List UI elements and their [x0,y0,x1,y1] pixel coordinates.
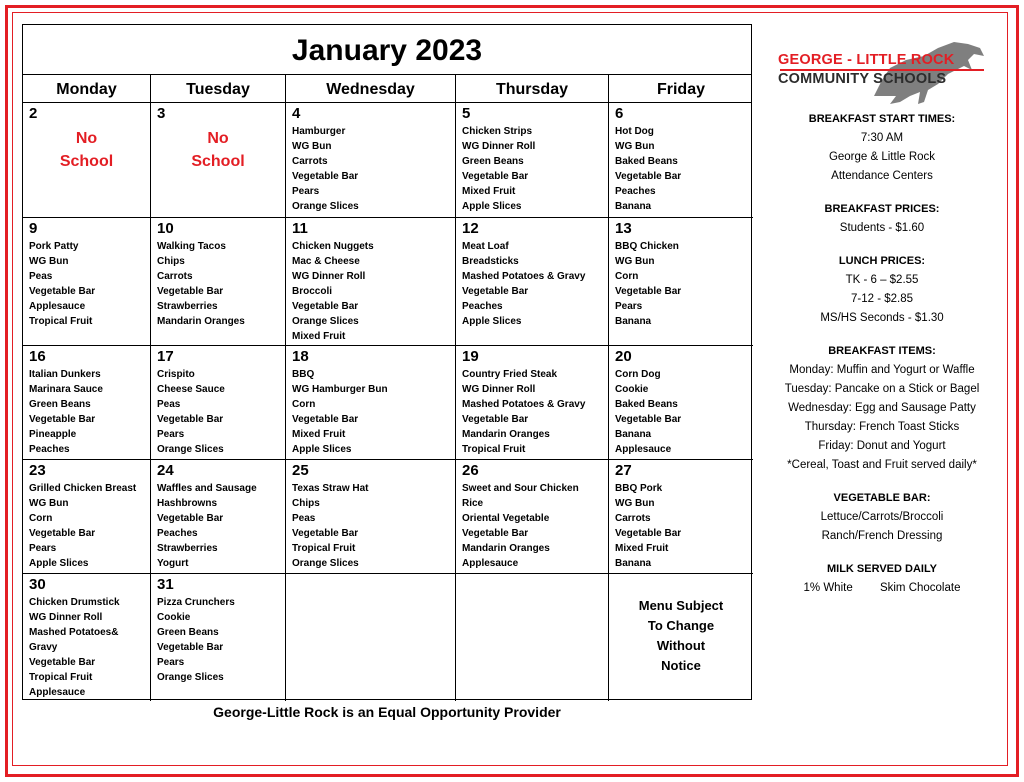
lunch-price-line: MS/HS Seconds - $1.30 [820,312,944,324]
menu-item: Tropical Fruit [292,543,356,554]
menu-item: Applesauce [462,558,519,569]
menu-item: Orange Slices [157,444,224,455]
menu-item: Pineapple [29,429,77,440]
menu-item: Vegetable Bar [462,528,529,539]
logo-line-1: GEORGE - LITTLE ROCK [778,52,955,68]
menu-item: Orange Slices [157,672,224,683]
milk-heading: MILK SERVED DAILY [826,563,938,575]
menu-item: WG Bun [292,141,332,152]
day-cell [286,574,456,701]
day-cell [456,346,609,460]
milk-option: 1% White [803,582,853,594]
day-cell [609,460,753,574]
menu-item: WG Bun [615,256,655,267]
menu-item: Vegetable Bar [29,286,96,297]
menu-item: Pizza Crunchers [157,597,235,608]
menu-item: WG Dinner Roll [462,141,536,152]
menu-item: Chicken Nuggets [292,241,374,252]
menu-item: WG Dinner Roll [292,271,366,282]
menu-item: Vegetable Bar [292,414,359,425]
breakfast-time-line: 7:30 AM [860,132,904,144]
day-number: 6 [615,105,624,122]
breakfast-item-line: *Cereal, Toast and Fruit served daily* [787,459,977,471]
day-cell [151,346,286,460]
equal-opportunity-footer: George-Little Rock is an Equal Opportunity Provider [213,704,561,720]
menu-item: Vegetable Bar [462,414,529,425]
menu-item: Apple Slices [292,444,352,455]
menu-item: Oriental Vegetable [462,513,550,524]
lunch-price-line: 7-12 - $2.85 [850,293,913,305]
day-cell [456,460,609,574]
weekday-header: Thursday [456,75,609,102]
menu-item: Orange Slices [292,316,359,327]
breakfast-time-line: George & Little Rock [828,151,936,163]
menu-item: Vegetable Bar [29,657,96,668]
menu-item: Chicken Strips [462,126,533,137]
menu-item: Chicken Drumstick [29,597,120,608]
menu-item: Mandarin Oranges [462,429,550,440]
menu-item: Corn [29,513,53,524]
menu-item: Mashed Potatoes & Gravy [462,271,586,282]
vegetable-bar-line: Ranch/French Dressing [821,530,943,542]
vegetable-bar-line: Lettuce/Carrots/Broccoli [820,511,944,523]
menu-item: Peaches [615,186,656,197]
menu-item: Peaches [462,301,503,312]
menu-item: Green Beans [462,156,524,167]
day-number: 16 [29,348,46,365]
menu-item: Hot Dog [615,126,654,137]
vegetable-bar-heading: VEGETABLE BAR: [833,492,931,504]
day-number: 30 [29,576,46,593]
menu-item: Orange Slices [292,558,359,569]
menu-item: Orange Slices [292,201,359,212]
day-cell [151,460,286,574]
menu-item: Vegetable Bar [157,414,224,425]
menu-item: Peas [157,399,181,410]
menu-item: BBQ [292,369,315,380]
day-cell [609,346,753,460]
menu-item: Gravy [29,642,58,653]
day-number: 2 [29,105,38,122]
menu-item: Country Fried Steak [462,369,558,380]
breakfast-price-line: Students - $1.60 [839,222,925,234]
menu-item: Mandarin Oranges [462,543,550,554]
weekday-header-row [23,75,751,103]
menu-item: WG Dinner Roll [29,612,103,623]
menu-item: Chips [157,256,185,267]
day-number: 31 [157,576,174,593]
menu-item: Vegetable Bar [29,414,96,425]
breakfast-item-line: Tuesday: Pancake on a Stick or Bagel [784,383,980,395]
menu-item: Italian Dunkers [29,369,101,380]
day-cell [23,460,151,574]
menu-item: Mixed Fruit [462,186,516,197]
menu-item: Waffles and Sausage [157,483,257,494]
menu-item: Baked Beans [615,399,678,410]
breakfast-item-line: Monday: Muffin and Yogurt or Waffle [789,364,975,376]
menu-item: Baked Beans [615,156,678,167]
menu-item: Vegetable Bar [615,414,682,425]
day-number: 3 [157,105,166,122]
menu-item: Carrots [615,513,651,524]
day-cell [286,346,456,460]
menu-item: Hashbrowns [157,498,218,509]
menu-item: Mashed Potatoes& [29,627,119,638]
menu-item: Applesauce [615,444,672,455]
day-cell [456,103,609,218]
day-number: 12 [462,220,479,237]
day-cell [456,218,609,346]
notice-line: Notice [661,658,701,673]
menu-item: Broccoli [292,286,333,297]
menu-item: Rice [462,498,484,509]
day-number: 24 [157,462,174,479]
menu-item: Mac & Cheese [292,256,360,267]
menu-item: WG Hamburger Bun [292,384,388,395]
breakfast-prices-heading: BREAKFAST PRICES: [824,203,940,215]
menu-item: Pears [157,429,185,440]
menu-item: Strawberries [157,543,218,554]
lunch-price-line: TK - 6 – $2.55 [845,274,919,286]
day-cell [151,218,286,346]
menu-item: Corn [292,399,316,410]
menu-item: Pears [292,186,320,197]
day-number: 25 [292,462,309,479]
menu-item: Marinara Sauce [29,384,103,395]
info-sidebar [760,110,1004,598]
menu-item: Yogurt [157,558,189,569]
menu-item: Cookie [615,384,649,395]
breakfast-times-heading: BREAKFAST START TIMES: [808,113,956,125]
menu-item: Mandarin Oranges [157,316,245,327]
day-cell [609,218,753,346]
day-cell [456,574,609,701]
menu-item: Tropical Fruit [462,444,526,455]
menu-item: Vegetable Bar [615,528,682,539]
menu-item: Corn Dog [615,369,661,380]
menu-item: WG Bun [29,498,69,509]
day-cell [23,103,151,218]
menu-item: Banana [615,558,652,569]
menu-item: Tropical Fruit [29,672,93,683]
menu-item: Green Beans [157,627,219,638]
menu-item: Tropical Fruit [29,316,93,327]
menu-item: Green Beans [29,399,91,410]
menu-change-notice [615,576,753,676]
menu-item: BBQ Chicken [615,241,679,252]
menu-item: Apple Slices [462,201,522,212]
menu-item: Pears [157,657,185,668]
menu-item: Hamburger [292,126,346,137]
no-school-label: School [59,153,114,170]
day-number: 26 [462,462,479,479]
notice-line: Without [656,638,706,653]
weekday-header: Tuesday [151,75,286,102]
breakfast-item-line: Wednesday: Egg and Sausage Patty [788,402,976,414]
day-number: 18 [292,348,309,365]
weekday-header: Monday [23,75,151,102]
menu-item: WG Bun [615,498,655,509]
day-cell [609,574,753,701]
menu-item: Applesauce [29,687,86,698]
day-number: 9 [29,220,38,237]
menu-item: Vegetable Bar [157,286,224,297]
day-number: 4 [292,105,301,122]
menu-item: Applesauce [29,301,86,312]
no-school-label: School [191,153,245,170]
notice-line: To Change [647,618,715,633]
menu-item: Breadsticks [462,256,519,267]
breakfast-time-line: Attendance Centers [831,170,933,182]
menu-item: Vegetable Bar [615,286,682,297]
menu-item: Vegetable Bar [615,171,682,182]
day-cell [286,103,456,218]
menu-item: Pears [615,301,643,312]
lunch-prices-heading: LUNCH PRICES: [838,255,926,267]
day-number: 11 [292,220,308,237]
breakfast-item-line: Friday: Donut and Yogurt [818,440,946,452]
no-school-label: No [75,130,98,147]
menu-item: Carrots [157,271,193,282]
school-logo [778,40,988,110]
milk-options [760,579,1004,598]
menu-item: Texas Straw Hat [292,483,369,494]
menu-item: Pork Patty [29,241,79,252]
menu-item: Apple Slices [29,558,89,569]
menu-item: Sweet and Sour Chicken [462,483,579,494]
weekday-header: Friday [656,81,705,98]
day-number: 27 [615,462,632,479]
milk-option: Skim Chocolate [879,582,961,594]
menu-item: Vegetable Bar [157,513,224,524]
day-cell [286,218,456,346]
menu-item: Cookie [157,612,191,623]
day-cell [151,574,286,701]
menu-calendar [22,24,752,700]
menu-item: Vegetable Bar [29,528,96,539]
menu-item: Vegetable Bar [462,286,529,297]
menu-item: Cheese Sauce [157,384,225,395]
menu-item: Mixed Fruit [292,429,346,440]
day-number: 13 [615,220,632,237]
day-number: 20 [615,348,632,365]
menu-item: Peaches [29,444,70,455]
day-cell [23,574,151,701]
menu-item: Vegetable Bar [292,301,359,312]
menu-item: Crispito [157,369,195,380]
menu-item: Mixed Fruit [292,331,346,342]
menu-item: WG Dinner Roll [462,384,536,395]
menu-item: Banana [615,201,652,212]
menu-item: Peaches [157,528,198,539]
calendar-title: January 2023 [23,25,751,75]
weekday-header: Wednesday [286,75,456,102]
menu-item: Banana [615,316,652,327]
day-number: 5 [462,105,471,122]
day-cell [286,460,456,574]
notice-line: Menu Subject [638,598,724,613]
menu-item: Grilled Chicken Breast [29,483,137,494]
menu-item: WG Bun [29,256,69,267]
breakfast-item-line: Thursday: French Toast Sticks [804,421,960,433]
breakfast-items-heading: BREAKFAST ITEMS: [828,345,936,357]
day-number: 23 [29,462,46,479]
menu-item: Vegetable Bar [462,171,529,182]
menu-item: Walking Tacos [157,241,226,252]
menu-item: Peas [292,513,316,524]
menu-item: BBQ Pork [615,483,663,494]
menu-item: Banana [615,429,652,440]
menu-item: Peas [29,271,53,282]
day-number: 17 [157,348,174,365]
logo-line-2: COMMUNITY SCHOOLS [778,71,947,87]
menu-item: Chips [292,498,320,509]
menu-item: Mashed Potatoes & Gravy [462,399,586,410]
menu-item: Vegetable Bar [157,642,224,653]
day-number: 10 [157,220,174,237]
day-cell [23,346,151,460]
no-school-label: No [207,130,229,147]
menu-item: Meat Loaf [462,241,509,252]
day-number: 19 [462,348,479,365]
menu-item: Pears [29,543,57,554]
day-cell [609,103,753,218]
menu-item: Mixed Fruit [615,543,669,554]
menu-item: Vegetable Bar [292,171,359,182]
menu-item: Carrots [292,156,328,167]
menu-item: Vegetable Bar [292,528,359,539]
menu-item: Corn [615,271,639,282]
day-cell [23,218,151,346]
day-cell [151,103,286,218]
menu-item: Strawberries [157,301,218,312]
menu-item: Apple Slices [462,316,522,327]
menu-item: WG Bun [615,141,655,152]
